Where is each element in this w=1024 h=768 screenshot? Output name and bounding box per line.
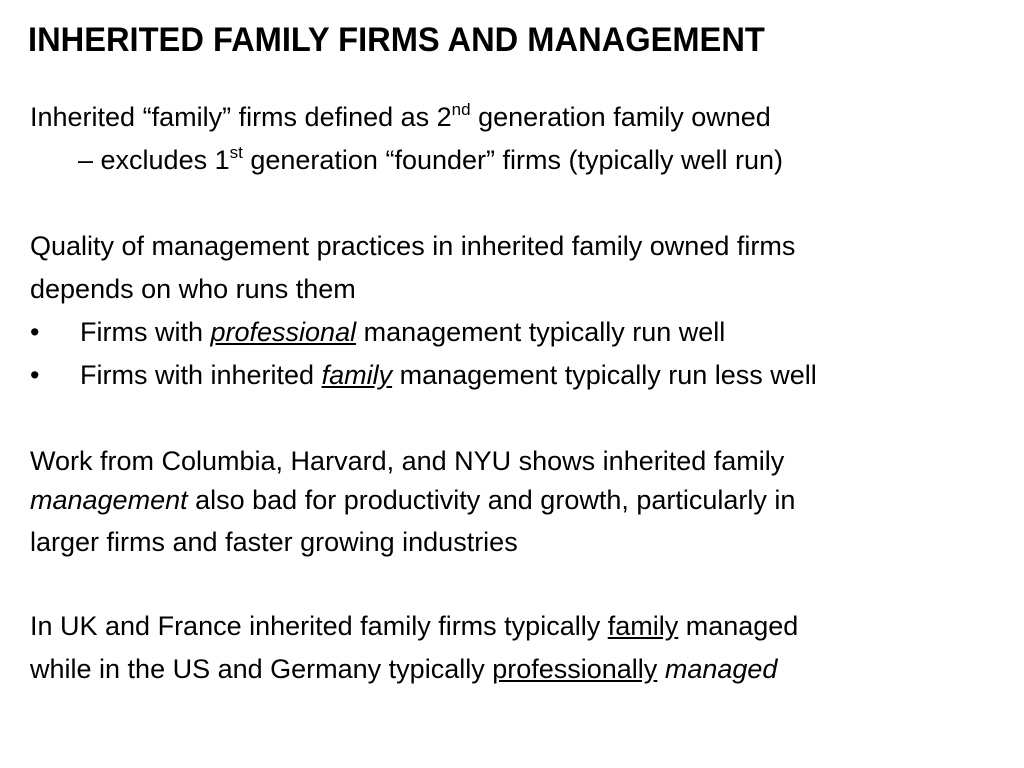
emphasis-management: management bbox=[30, 485, 188, 515]
bullet-text: Firms with bbox=[80, 317, 211, 347]
work-text: also bad for productivity and growth, particularly in bbox=[187, 485, 796, 515]
quality-line-1: Quality of management practices in inherited family owned firms bbox=[30, 231, 796, 261]
bullet-text: management typically run well bbox=[356, 317, 726, 347]
definition-text: generation “founder” firms (typically well run) bbox=[242, 145, 784, 175]
bullet-marker: • bbox=[30, 317, 40, 347]
uk-text: In UK and France inherited family firms typically bbox=[30, 611, 608, 641]
definition-text: – excludes 1 bbox=[78, 145, 230, 175]
emphasis-family: family bbox=[321, 360, 393, 390]
emphasis-professionally: professionally bbox=[492, 654, 658, 684]
emphasis-professional: professional bbox=[210, 317, 357, 347]
definition-text: Inherited “family” firms defined as 2 bbox=[30, 102, 452, 132]
bullet-text: management typically run less well bbox=[392, 360, 817, 390]
definition-text: generation family owned bbox=[470, 102, 771, 132]
definition-line-1 bbox=[30, 99, 771, 135]
work-line-1: Work from Columbia, Harvard, and NYU shows inherited family bbox=[30, 446, 785, 476]
definition-line-2 bbox=[78, 142, 783, 178]
uk-line-1 bbox=[30, 608, 798, 644]
ordinal-suffix: st bbox=[229, 143, 243, 162]
bullet-item-professional bbox=[80, 314, 725, 350]
bullet-text: Firms with inherited bbox=[80, 360, 322, 390]
bullet-marker: • bbox=[30, 360, 40, 390]
emphasis-managed: managed bbox=[664, 654, 778, 684]
uk-text: managed bbox=[678, 611, 799, 641]
work-line-3: larger firms and faster growing industries bbox=[30, 527, 518, 557]
uk-text: while in the US and Germany typically bbox=[30, 654, 493, 684]
work-line-2 bbox=[30, 482, 795, 518]
ordinal-suffix: nd bbox=[451, 100, 471, 119]
bullet-item-family bbox=[80, 357, 817, 393]
uk-text bbox=[657, 654, 665, 684]
quality-line-2: depends on who runs them bbox=[30, 274, 356, 304]
slide-title: INHERITED FAMILY FIRMS AND MANAGEMENT bbox=[28, 21, 765, 59]
uk-line-2 bbox=[30, 651, 777, 687]
emphasis-family-managed: family bbox=[607, 611, 679, 641]
